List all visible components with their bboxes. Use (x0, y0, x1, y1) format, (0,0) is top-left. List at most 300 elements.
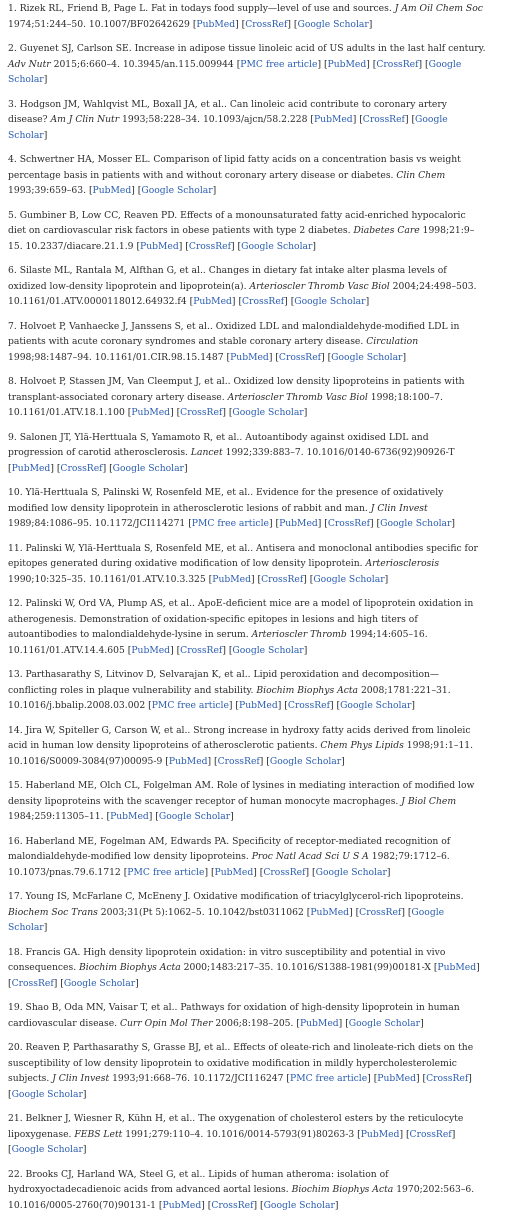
bracket-close: ] (352, 114, 357, 125)
reference-title: Pathways for oxidation of high-density lipoprotein in human cardiovascular disease. (8, 1002, 460, 1029)
bracket-open: [ (373, 1073, 378, 1084)
reference-title: Role of lysines in mediating interaction of modified low density lipoproteins with the scavenger receptor of human monocyte macrophages. (8, 780, 475, 807)
reference-authors: Ylä-Herttuala S, Palinski W, Rosenfeld ME, et al.. (25, 487, 254, 498)
bracket-close: ] (303, 573, 307, 585)
reference-journal: Biochem Soc Trans (8, 906, 98, 918)
reference-title: Lipids of human atheroma: isolation of hydroxyoctadecadienoic acids from advanced aortal lesions. (8, 1168, 389, 1195)
reference-number: 4. (8, 154, 17, 165)
bracket-open: [ (355, 906, 360, 918)
reference-journal: J Clin Invest (370, 502, 428, 514)
reference-item (8, 1000, 486, 1031)
bracket-close: ] (303, 407, 308, 418)
bracket-close: ] (368, 18, 373, 30)
crossref-link[interactable]: CrossRef (263, 866, 306, 878)
crossref-link[interactable]: CrossRef (217, 755, 260, 767)
bracket-open: [ (60, 977, 64, 989)
bracket-close: ] (50, 462, 54, 474)
reference-title: Fat in todays food supply—level of use and sources. (151, 3, 392, 14)
reference-authors: Francis GA. (25, 946, 81, 958)
bracket-open: [ (323, 58, 328, 70)
reference-title: Changes in dietary fat intake alter plasma levels of oxidized low-density lipoprotein and lipoprotein(a). (8, 265, 447, 292)
crossref-link[interactable]: CrossRef (278, 351, 322, 363)
reference-number: 11. (8, 542, 23, 554)
crossref-link[interactable]: CrossRef (11, 977, 54, 989)
reference-authors: Belkner J, Wiesner R, Kühn H, et al.. (25, 1113, 196, 1124)
bracket-open: [ (237, 240, 242, 252)
pmc-free-article-link[interactable]: PMC free article (191, 518, 269, 529)
bracket-open: [ (345, 1017, 349, 1029)
bracket-open: [ (259, 866, 264, 878)
bracket-open: [ (192, 18, 197, 30)
reference-number: 16. (8, 835, 23, 847)
reference-citation: 2015;6:660–4. 10.3945/an.115.009944 (53, 58, 234, 70)
crossref-link[interactable]: CrossRef (188, 240, 231, 252)
pubmed-link[interactable]: PubMed (313, 114, 353, 125)
bracket-open: [ (136, 240, 141, 252)
google-scholar-link[interactable]: Google Scholar (315, 866, 387, 878)
google-scholar-link[interactable]: Google Scholar (380, 518, 452, 529)
reference-citation: 1998;21:9–15. 10.2337/diacare.21.1.9 (8, 225, 475, 252)
pubmed-link[interactable]: PubMed (239, 700, 278, 711)
bracket-open: [ (257, 573, 262, 585)
reference-title: Specificity of receptor-mediated recognition of malondialdehyde-modified low density lipoproteins. (8, 835, 451, 862)
pubmed-link[interactable]: PubMed (110, 811, 149, 822)
reference-title: High density lipoprotein oxidation: in vitro susceptibility and potential in vivo consequences. (8, 946, 446, 973)
google-scholar-link[interactable]: Google Scholar (11, 1088, 83, 1100)
pubmed-link[interactable]: PubMed (140, 240, 179, 252)
reference-number: 12. (8, 598, 23, 609)
reference-title: Effects of oleate-rich and linoleate-rich diets on the susceptibility of low density lipoprotein to oxidative modification in mildly hypercholesterolemic subjects. (8, 1042, 474, 1084)
reference-citation: 2004;24:498–503. 10.1161/01.ATV.0000118012.64932.f4 (8, 280, 477, 307)
bracket-open: [ (433, 962, 438, 973)
reference-authors: Rizek RL, Friend B, Page L. (19, 3, 149, 14)
bracket-close: ] (235, 18, 239, 30)
reference-title: Oxidized low density lipoproteins in patients with transplant-associated coronary artery disease. (8, 376, 465, 403)
bracket-close: ] (386, 866, 391, 878)
reference-citation: 1994;14:605–16. 10.1161/01.ATV.14.4.605 (8, 629, 428, 656)
reference-citation: 1992;339:883–7. 10.1016/0140-6736(92)90926-T (225, 447, 455, 458)
bracket-open: [ (296, 1017, 300, 1029)
bracket-close: ] (411, 700, 415, 711)
bracket-close: ] (402, 351, 407, 363)
bracket-open: [ (407, 906, 412, 918)
pubmed-link[interactable]: PubMed (214, 866, 254, 878)
pmc-free-article-link[interactable]: PMC free article (151, 700, 229, 711)
reference-citation: 1990;10:325–35. 10.1161/01.ATV.10.3.325 (8, 573, 206, 585)
reference-authors: Salonen JT, Ylä-Herttuala S, Yamamoto R, et al.. (19, 431, 243, 443)
reference-number: 5. (8, 209, 17, 221)
reference-journal: Chem Phys Lipids (320, 740, 404, 751)
reference-authors: Young IS, McFarlane C, McEneny J. (25, 891, 191, 902)
bracket-close: ] (268, 351, 273, 363)
google-scholar-link[interactable]: Google Scholar (313, 573, 385, 585)
crossref-link[interactable]: CrossRef (242, 296, 285, 307)
crossref-link[interactable]: CrossRef (180, 407, 223, 418)
reference-citation: 2003;31(Pt 5):1062–5. 10.1042/bst0311062 (100, 906, 304, 918)
crossref-link[interactable]: CrossRef (261, 573, 304, 585)
google-scholar-link[interactable]: Google Scholar (8, 58, 462, 85)
bracket-close: ] (228, 700, 233, 711)
bracket-open: [ (226, 351, 231, 363)
reference-authors: Jira W, Spiteller G, Carson W, et al.. (25, 724, 191, 736)
reference-journal: Curr Opin Mol Ther (119, 1017, 213, 1029)
bracket-close: ] (102, 462, 107, 474)
bracket-open: [ (155, 811, 159, 822)
bracket-close: ] (250, 573, 255, 585)
bracket-open: [ (88, 185, 93, 196)
pubmed-link[interactable]: PubMed (131, 407, 171, 418)
reference-authors: Schwertner HA, Mosser EL. (19, 154, 151, 165)
crossref-link[interactable]: CrossRef (211, 1199, 254, 1211)
bracket-open: [ (266, 755, 270, 767)
reference-number: 1. (8, 3, 17, 14)
bracket-close: ] (341, 755, 345, 767)
bracket-close: ] (384, 573, 389, 585)
pubmed-link[interactable]: PubMed (131, 644, 171, 656)
crossref-link[interactable]: CrossRef (376, 58, 419, 70)
pubmed-link[interactable]: PubMed (196, 18, 236, 30)
reference-authors: Guyenet SJ, Carlson SE. (19, 43, 132, 54)
bracket-close: ] (207, 755, 212, 767)
bracket-close: ] (170, 644, 174, 656)
reference-authors: Shao B, Oda MN, Vaisar T, et al.. (25, 1002, 178, 1013)
reference-item (8, 97, 486, 144)
bracket-open: [ (275, 351, 279, 363)
bracket-close: ] (476, 962, 480, 973)
pubmed-link[interactable]: PubMed (212, 573, 251, 585)
bracket-open: [ (109, 462, 113, 474)
reference-citation: 1993;91:668–76. 10.1172/JCI116247 (112, 1073, 284, 1084)
reference-journal: Diabetes Care (353, 225, 420, 236)
bracket-close: ] (451, 518, 456, 529)
reference-citation: 1998;98:1487–94. 10.1161/01.CIR.98.15.1487 (8, 351, 224, 363)
reference-journal: Lancet (190, 447, 223, 458)
reference-number: 19. (8, 1002, 23, 1013)
reference-item (8, 430, 486, 477)
bracket-close: ] (399, 1128, 404, 1140)
reference-authors: Reaven P, Parthasarathy S, Grasse BJ, et al.. (25, 1042, 231, 1053)
bracket-open: [ (185, 240, 189, 252)
bracket-open: [ (357, 1128, 361, 1140)
bracket-close: ] (204, 866, 209, 878)
google-scholar-link[interactable]: Google Scholar (294, 296, 366, 307)
pubmed-link[interactable]: PubMed (92, 185, 132, 196)
pubmed-link[interactable]: PubMed (437, 962, 477, 973)
google-scholar-link[interactable]: Google Scholar (269, 755, 342, 767)
reference-title: Oxidative modification of triacylglycerol-rich lipoproteins. (193, 891, 464, 902)
reference-authors: Gumbiner B, Low CC, Reaven PD. (19, 209, 178, 221)
reference-number: 3. (8, 98, 17, 110)
bracket-open: [ (228, 644, 233, 656)
reference-list (8, 0, 486, 1222)
reference-item (8, 834, 486, 881)
bracket-open: [ (137, 185, 142, 196)
pubmed-link[interactable]: PubMed (327, 58, 367, 70)
reference-number: 14. (8, 724, 23, 736)
reference-item (8, 208, 486, 255)
pubmed-link[interactable]: PubMed (168, 755, 208, 767)
bracket-close: ] (366, 58, 370, 70)
bracket-open: [ (228, 407, 233, 418)
bracket-open: [ (8, 462, 12, 474)
reference-title: Evidence for the presence of oxidatively modified low density lipoprotein in atherosclerotic lesions of rabbit and man. (8, 487, 444, 514)
bracket-open: [ (309, 573, 314, 585)
bracket-close: ] (268, 518, 273, 529)
bracket-open: [ (275, 518, 280, 529)
reference-item (8, 1, 486, 32)
reference-title: Comparison of lipid fatty acids on a concentration basis vs weight percentage basis in patients with and without coronary artery disease or diabetes. (8, 154, 461, 181)
reference-journal: J Clin Invest (52, 1073, 110, 1084)
reference-authors: Parthasarathy S, Litvinov D, Selvarajan K, et al.. (25, 669, 251, 680)
reference-number: 10. (8, 487, 23, 498)
pubmed-link[interactable]: PubMed (360, 1128, 400, 1140)
bracket-close: ] (317, 58, 322, 70)
bracket-close: ] (131, 185, 135, 196)
bracket-open: [ (336, 700, 341, 711)
bracket-open: [ (235, 700, 240, 711)
google-scholar-link[interactable]: Google Scholar (11, 1144, 83, 1155)
reference-journal: Arterioscler Thromb Vasc Biol (227, 391, 368, 403)
reference-journal: Biochim Biophys Acta (291, 1184, 394, 1195)
bracket-open: [ (56, 462, 61, 474)
reference-item (8, 667, 486, 714)
bracket-close: ] (259, 755, 264, 767)
google-scholar-link[interactable]: Google Scholar (263, 1199, 335, 1211)
reference-title: Lipid peroxidation and decomposition—conflicting roles in plaque vulnerability and stability. (8, 669, 440, 696)
bracket-close: ] (365, 296, 370, 307)
reference-item (8, 778, 486, 825)
reference-authors: Haberland ME, Fogelman AM, Edwards PA. (25, 835, 230, 847)
reference-item (8, 319, 486, 366)
bracket-open: [ (189, 296, 194, 307)
reference-title: The oxygenation of cholesterol esters by the reticulocyte lipoxygenase. (8, 1113, 464, 1140)
crossref-link[interactable]: CrossRef (245, 18, 288, 30)
bracket-open: [ (8, 1088, 12, 1100)
bracket-close: ] (201, 1199, 205, 1211)
bracket-open: [ (359, 114, 363, 125)
pmc-free-article-link[interactable]: PMC free article (127, 866, 205, 878)
reference-title: Increase in adipose tissue linoleic acid of US adults in the last half century. (134, 43, 486, 54)
bracket-open: [ (208, 573, 213, 585)
reference-number: 9. (8, 431, 17, 443)
google-scholar-link[interactable]: Google Scholar (8, 906, 445, 933)
bracket-close: ] (418, 58, 423, 70)
crossref-link[interactable]: CrossRef (409, 1128, 452, 1140)
google-scholar-link[interactable]: Google Scholar (348, 1017, 421, 1029)
bracket-open: [ (8, 977, 12, 989)
reference-number: 15. (8, 780, 23, 791)
reference-number: 22. (8, 1168, 23, 1180)
reference-number: 18. (8, 946, 23, 958)
reference-citation: 1989;84:1086–95. 10.1172/JCI114271 (8, 518, 186, 529)
pubmed-link[interactable]: PubMed (310, 906, 350, 918)
bracket-close: ] (284, 296, 288, 307)
reference-item (8, 485, 486, 532)
reference-journal: J Am Oil Chem Soc (394, 3, 483, 14)
bracket-close: ] (334, 1199, 339, 1211)
pubmed-link[interactable]: PubMed (162, 1199, 202, 1211)
pubmed-link[interactable]: PubMed (377, 1073, 416, 1084)
google-scholar-link[interactable]: Google Scholar (141, 185, 213, 196)
reference-authors: Holvoet P, Vanhaecke J, Janssens S, et al.. (19, 320, 213, 332)
bracket-close: ] (321, 351, 325, 363)
bracket-open: [ (158, 1199, 163, 1211)
reference-authors: Palinski W, Ylä-Herttuala S, Rosenfeld ME, et al.. (25, 542, 254, 554)
bracket-open: [ (260, 1199, 264, 1211)
bracket-close: ] (170, 407, 174, 418)
pmc-free-article-link[interactable]: PMC free article (240, 58, 318, 70)
bracket-open: [ (210, 866, 215, 878)
reference-journal: Proc Natl Acad Sci U S A (251, 851, 369, 862)
reference-item (8, 1167, 486, 1214)
reference-citation: 2006;8:198–205. (215, 1017, 294, 1029)
bracket-open: [ (425, 58, 429, 70)
google-scholar-link[interactable]: Google Scholar (63, 977, 136, 989)
reference-number: 7. (8, 320, 17, 332)
reference-item (8, 596, 486, 658)
bracket-open: [ (312, 866, 316, 878)
reference-item (8, 41, 486, 88)
bracket-open: [ (411, 114, 416, 125)
reference-title: ApoE-deficient mice are a model of lipoprotein oxidation in atherogenesis. Demonstration of oxidation-specific epitopes in lesions and high titers of autoantibodies to malondialdehyde-lysine in serum. (8, 598, 474, 640)
bracket-close: ] (329, 700, 334, 711)
google-scholar-link[interactable]: Google Scholar (297, 18, 369, 30)
pubmed-link[interactable]: PubMed (279, 518, 318, 529)
bracket-close: ] (222, 644, 226, 656)
google-scholar-link[interactable]: Google Scholar (232, 407, 304, 418)
reference-citation: 2008;1781:221–31. 10.1016/j.bbalip.2008.03.002 (8, 684, 451, 711)
bracket-close: ] (82, 1088, 87, 1100)
bracket-close: ] (312, 240, 316, 252)
reference-citation: 1984;259:11305–11. (8, 811, 104, 822)
bracket-close: ] (43, 74, 48, 85)
bracket-close: ] (349, 906, 353, 918)
reference-item (8, 945, 486, 992)
google-scholar-link[interactable]: Google Scholar (241, 240, 313, 252)
bracket-close: ] (317, 518, 322, 529)
reference-journal: Clin Chem (396, 169, 446, 181)
reference-title: Can linoleic acid contribute to coronary artery disease? (8, 98, 447, 125)
bracket-open: [ (327, 351, 332, 363)
bracket-open: [ (188, 518, 192, 529)
bracket-close: ] (416, 1073, 420, 1084)
pmc-free-article-link[interactable]: PMC free article (290, 1073, 368, 1084)
reference-citation: 1993;58:228–34. 10.1093/ajcn/58.2.228 (122, 114, 308, 125)
reference-title: Antisera and monoclonal antibodies specific for epitopes generated during oxidative modification of low density lipoprotein. (8, 542, 478, 569)
google-scholar-link[interactable]: Google Scholar (8, 114, 448, 141)
crossref-link[interactable]: CrossRef (287, 700, 330, 711)
reference-item (8, 1040, 486, 1102)
google-scholar-link[interactable]: Google Scholar (158, 811, 231, 822)
reference-title: Effects of a monounsaturated fatty acid-enriched hypocaloric diet on cardiovascular risk factors in obese patients with type 2 diabetes. (8, 209, 466, 236)
bracket-close: ] (253, 866, 257, 878)
bracket-close: ] (401, 906, 405, 918)
bracket-open: [ (165, 755, 169, 767)
reference-number: 20. (8, 1042, 23, 1053)
bracket-open: [ (176, 644, 181, 656)
bracket-close: ] (451, 1128, 456, 1140)
bracket-open: [ (8, 1144, 12, 1155)
bracket-close: ] (370, 518, 374, 529)
bracket-open: [ (376, 518, 381, 529)
reference-journal: Circulation (366, 336, 419, 347)
reference-citation: 1974;51:244–50. 10.1007/BF02642629 (8, 18, 190, 30)
reference-item (8, 152, 486, 199)
reference-citation: 1991;279:110–4. 10.1016/0014-5793(91)80263-3 (125, 1128, 355, 1140)
crossref-link[interactable]: CrossRef (362, 114, 405, 125)
bracket-open: [ (123, 866, 128, 878)
reference-authors: Palinski W, Ord VA, Plump AS, et al.. (25, 598, 195, 609)
bracket-open: [ (106, 811, 111, 822)
bracket-close: ] (53, 977, 58, 989)
bracket-open: [ (238, 296, 243, 307)
bracket-open: [ (422, 1073, 427, 1084)
bracket-open: [ (290, 296, 295, 307)
pubmed-link[interactable]: PubMed (299, 1017, 339, 1029)
bracket-close: ] (253, 1199, 258, 1211)
reference-title: Autoantibody against oxidised LDL and progression of carotid atherosclerosis. (8, 431, 429, 458)
google-scholar-link[interactable]: Google Scholar (331, 351, 403, 363)
crossref-link[interactable]: CrossRef (426, 1073, 469, 1084)
reference-journal: J Biol Chem (401, 795, 457, 807)
reference-item (8, 541, 486, 588)
bracket-open: [ (176, 407, 181, 418)
reference-citation: 1993;39:659–63. (8, 185, 87, 196)
bracket-open: [ (148, 700, 152, 711)
bracket-close: ] (277, 700, 282, 711)
google-scholar-link[interactable]: Google Scholar (112, 462, 184, 474)
bracket-open: [ (293, 18, 298, 30)
bracket-open: [ (306, 906, 311, 918)
google-scholar-link[interactable]: Google Scholar (340, 700, 412, 711)
bracket-close: ] (287, 18, 291, 30)
bracket-close: ] (303, 644, 308, 656)
bracket-close: ] (82, 1144, 87, 1155)
reference-number: 13. (8, 669, 23, 680)
crossref-link[interactable]: CrossRef (327, 518, 371, 529)
bracket-close: ] (43, 129, 48, 141)
bracket-close: ] (148, 811, 153, 822)
reference-number: 17. (8, 891, 23, 902)
crossref-link[interactable]: CrossRef (359, 906, 402, 918)
pubmed-link[interactable]: PubMed (11, 462, 51, 474)
bracket-close: ] (305, 866, 310, 878)
pubmed-link[interactable]: PubMed (193, 296, 232, 307)
reference-authors: Silaste ML, Rantala M, Alfthan G, et al.. (19, 265, 206, 276)
reference-citation: 1970;202:563–6. 10.1016/0005-2760(70)90131-1 (8, 1184, 475, 1211)
google-scholar-link[interactable]: Google Scholar (232, 644, 304, 656)
bracket-close: ] (212, 185, 217, 196)
bracket-open: [ (286, 1073, 291, 1084)
bracket-open: [ (241, 18, 246, 30)
crossref-link[interactable]: CrossRef (180, 644, 223, 656)
reference-item (8, 374, 486, 421)
crossref-link[interactable]: CrossRef (60, 462, 103, 474)
reference-number: 6. (8, 265, 17, 276)
reference-item (8, 263, 486, 310)
bracket-open: [ (405, 1128, 410, 1140)
bracket-open: [ (214, 755, 218, 767)
reference-journal: Arterioscler Thromb (251, 629, 347, 640)
reference-number: 8. (8, 376, 17, 387)
bracket-open: [ (324, 518, 328, 529)
pubmed-link[interactable]: PubMed (230, 351, 269, 363)
bracket-close: ] (222, 407, 226, 418)
bracket-close: ] (231, 240, 235, 252)
bracket-open: [ (372, 58, 377, 70)
reference-journal: Adv Nutr (8, 58, 51, 70)
reference-journal: Arteriosclerosis (365, 558, 440, 569)
